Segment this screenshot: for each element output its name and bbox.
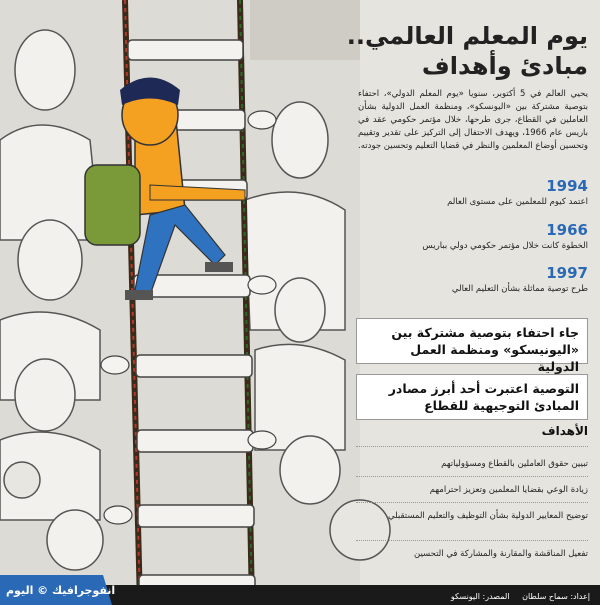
timeline-year-2: 1966 [546, 221, 588, 239]
timeline-desc-3: طرح توصية مماثلة بشأن التعليم العالي [451, 284, 588, 294]
timeline-year-3: 1997 [546, 264, 588, 282]
timeline-year-1: 1994 [546, 177, 588, 195]
page-title-line1: يوم المعلم العالمي.. [346, 22, 588, 50]
goal-item-1: تبيين حقوق العاملين بالقطاع ومسؤولياتهم [441, 459, 588, 469]
figure-woman-bottom [280, 436, 340, 504]
goals-title: الأهداف [541, 424, 588, 438]
goals-divider [356, 476, 588, 477]
timeline-desc-1: اعتمد كيوم للمعلمين على مستوى العالم [447, 197, 588, 207]
brand-logo-text: انفوجرافيك © اليوم [6, 584, 116, 597]
backpack [85, 165, 140, 245]
figure-bottom-left [47, 510, 103, 570]
highlight-box-2: التوصية اعتبرت أحد أبرز مصادر المبادئ التوجيهية للقطاع [356, 374, 588, 420]
goal-item-4: تفعيل المناقشة والمقارنة والمشاركة في التحسين [413, 549, 588, 559]
intro-paragraph: يحيي العالم في 5 أكتوبر، سنويا «يوم المعلم الدولي»، احتفاء بتوصية مشتركة بين «اليونسكو»، ومنظمة العمل الدولية بشأن العاملين في القطاع، جرى طرحها، خلال مؤتمر حكومي عقد في باريس عام 1966، ويهدف الاحتفال إلى التركيز على تقدير وتقييم وتحسين أوضاع المعلمين والنظر في قضايا التعليم وتحسين جودته. [358, 89, 589, 151]
goal-item-2: زيادة الوعي بقضايا المعلمين وتعزيز احترامهم [429, 485, 588, 495]
prepared-by: إعداد: سماح سلطان [522, 592, 590, 601]
goals-divider [356, 446, 588, 447]
page-title-line2: مبادئ وأهداف [421, 52, 588, 80]
figure-man-right [272, 102, 328, 178]
figure-man-glasses [18, 220, 82, 300]
highlight-box-1: جاء احتفاء بتوصية مشتركة بين «اليونيسكو» ومنظمة العمل الدولية [356, 318, 588, 364]
figure-man-top-left [15, 30, 75, 110]
footer-credit [441, 592, 590, 601]
goals-divider [356, 502, 588, 503]
figure-man-whistle [15, 359, 75, 431]
timeline-desc-2: الخطوة كانت خلال مؤتمر حكومي دولي بباريس [422, 241, 588, 251]
source: المصدر: اليونسكو [450, 592, 510, 601]
figure-woman [275, 278, 325, 342]
goal-item-3: توضيح المعايير الدولية بشأن التوظيف والتعليم المستقبلي [388, 511, 588, 521]
goals-divider [356, 540, 588, 541]
